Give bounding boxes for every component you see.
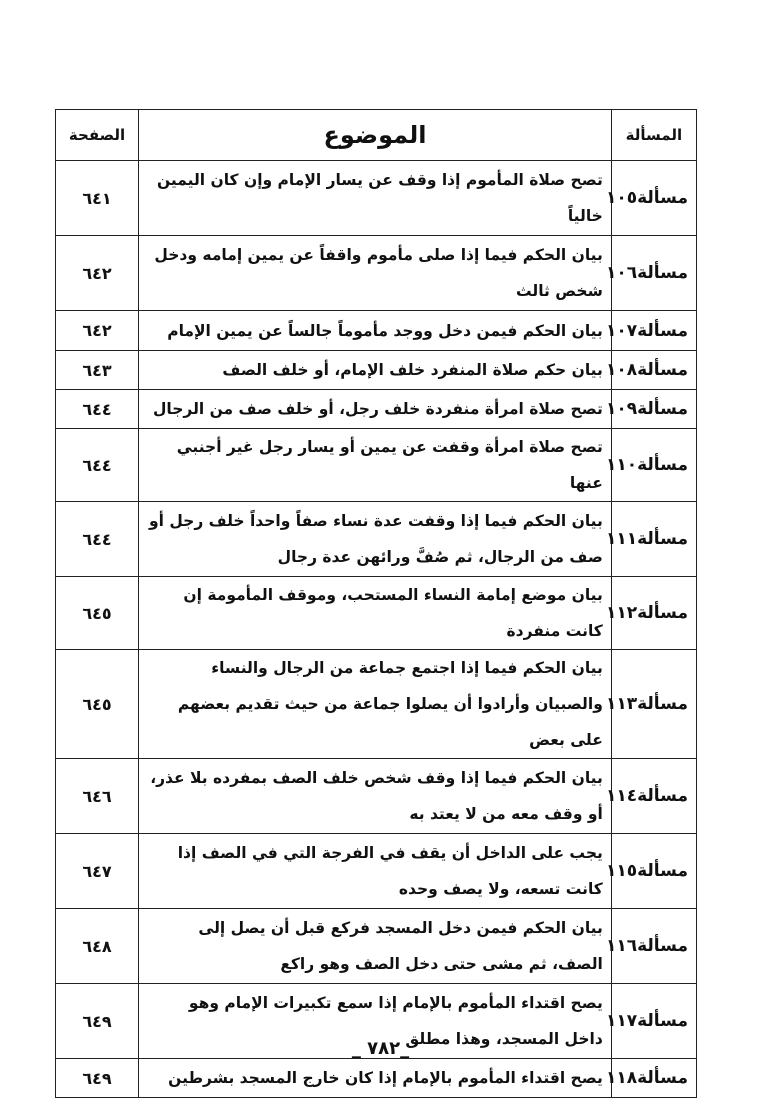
topic-text: يصح اقتداء المأموم بالإمام إذا سمع تكبيرات الإمام وهو داخل المسجد، وهذا مطلق	[139, 984, 612, 1059]
page-number: ٦٤٧	[56, 834, 139, 909]
page-number: ٦٤٥	[56, 650, 139, 759]
page-number: ٦٤٩	[56, 984, 139, 1059]
page-number: ٦٤٤	[56, 390, 139, 429]
issue-number: مسألة١٠٦	[611, 236, 696, 311]
topic-text: يجب على الداخل أن يقف في الفرجة التي في الصف إذا كانت تسعه، ولا يصف وحده	[139, 834, 612, 909]
page-number: ٦٤٢	[56, 236, 139, 311]
table-row	[56, 351, 697, 390]
topic-text: بيان الحكم فيمن دخل ووجد مأموماً جالساً عن يمين الإمام	[139, 311, 612, 351]
page-number: ٦٤٥	[56, 577, 139, 650]
page-number-footer: _٧٨٢ _	[351, 1038, 410, 1059]
table-row	[56, 390, 697, 429]
topic-text: بيان الحكم فيما إذا اجتمع جماعة من الرجال والنساء والصبيان وأرادوا أن يصلوا جماعة من حيث تقديم بعضهم على بعض	[139, 650, 612, 759]
table-row	[56, 161, 697, 236]
table-row	[56, 650, 697, 759]
issue-number: مسألة١١٥	[611, 834, 696, 909]
topic-text: تصح صلاة المأموم إذا وقف عن يسار الإمام وإن كان اليمين خالياً	[139, 161, 612, 236]
topic-text: بيان الحكم فيما إذا وقفت عدة نساء صفاً واحداً خلف رجل أو صف من الرجال، ثم صُفَّ ورائهن عدة رجال	[139, 502, 612, 577]
page-number: ٦٤٨	[56, 909, 139, 984]
topic-text: بيان حكم صلاة المنفرد خلف الإمام، أو خلف الصف	[139, 351, 612, 390]
page-number: ٦٤٣	[56, 351, 139, 390]
header-issue: المسألة	[611, 110, 696, 161]
table-row	[56, 577, 697, 650]
header-topic: الموضوع	[139, 110, 612, 161]
page-number: ٦٤٩	[56, 1059, 139, 1098]
table-row	[56, 236, 697, 311]
topic-text: تصح صلاة امرأة وقفت عن يمين أو يسار رجل غير أجنبي عنها	[139, 429, 612, 502]
issue-number: مسألة١٠٩	[611, 390, 696, 429]
page-number: ٦٤٢	[56, 311, 139, 351]
header-page: الصفحة	[56, 110, 139, 161]
page-number: ٦٤١	[56, 161, 139, 236]
table-row	[56, 834, 697, 909]
topic-text: بيان الحكم فيما إذا وقف شخص خلف الصف بمفرده بلا عذر، أو وقف معه من لا يعتد به	[139, 759, 612, 834]
table-row	[56, 1059, 697, 1098]
table-row	[56, 429, 697, 502]
page-number: ٦٤٤	[56, 502, 139, 577]
table-row	[56, 502, 697, 577]
page-number: ٦٤٤	[56, 429, 139, 502]
page-number: ٦٤٦	[56, 759, 139, 834]
issue-number: مسألة١١١	[611, 502, 696, 577]
table-row	[56, 909, 697, 984]
issue-number: مسألة١١٧	[611, 984, 696, 1059]
issue-number: مسألة١١٣	[611, 650, 696, 759]
issue-number: مسألة١١٠	[611, 429, 696, 502]
issue-number: مسألة١١٢	[611, 577, 696, 650]
topic-text: بيان موضع إمامة النساء المستحب، وموقف المأمومة إن كانت منفردة	[139, 577, 612, 650]
topic-text: يصح اقتداء المأموم بالإمام إذا كان خارج المسجد بشرطين	[139, 1059, 612, 1098]
issue-number: مسألة١١٨	[611, 1059, 696, 1098]
header-row	[56, 110, 697, 161]
index-table	[55, 109, 697, 1098]
issue-number: مسألة١٠٥	[611, 161, 696, 236]
topic-text: بيان الحكم فيمن دخل المسجد فركع قبل أن يصل إلى الصف، ثم مشى حتى دخل الصف وهو راكع	[139, 909, 612, 984]
topic-text: بيان الحكم فيما إذا صلى مأموم واقفاً عن يمين إمامه ودخل شخص ثالث	[139, 236, 612, 311]
issue-number: مسألة١٠٨	[611, 351, 696, 390]
table-row	[56, 759, 697, 834]
table-row	[56, 311, 697, 351]
issue-number: مسألة١٠٧	[611, 311, 696, 351]
issue-number: مسألة١١٤	[611, 759, 696, 834]
topic-text: تصح صلاة امرأة منفردة خلف رجل، أو خلف صف من الرجال	[139, 390, 612, 429]
issue-number: مسألة١١٦	[611, 909, 696, 984]
